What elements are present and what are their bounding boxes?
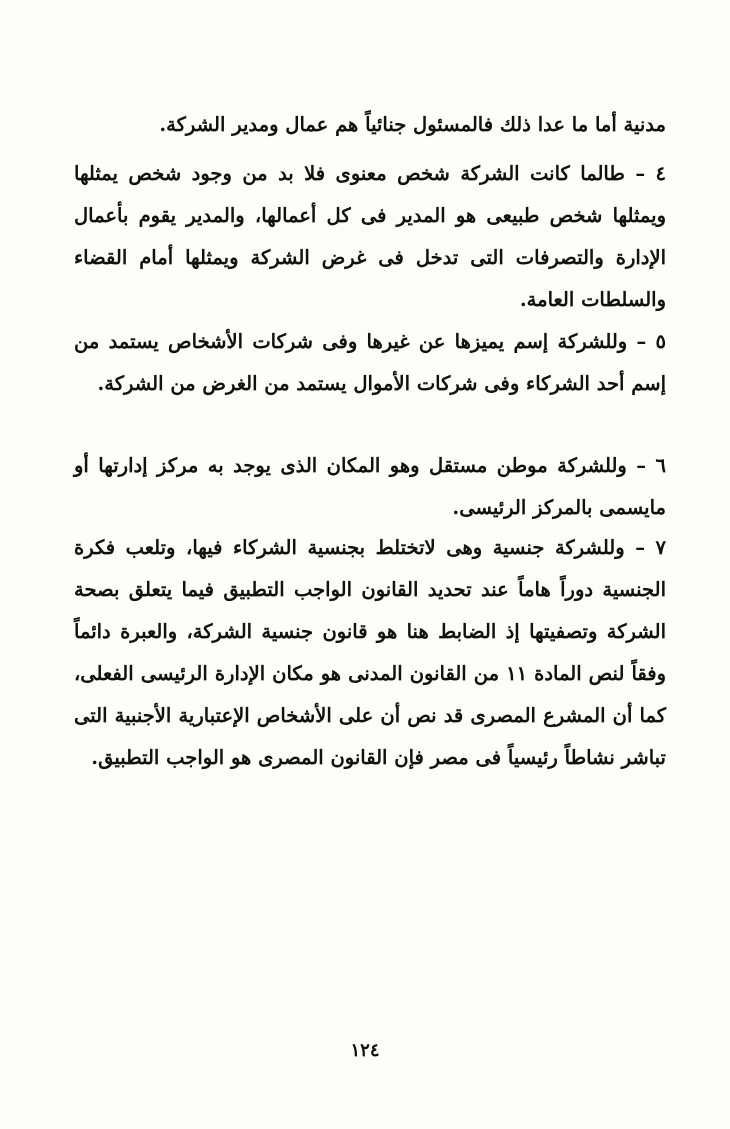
paragraph-text: ٦ – وللشركة موطن مستقل وهو المكان الذى يوجد به مركز إدارتها أو مايسمى بالمركز الرئيسى.	[74, 454, 666, 519]
paragraph-item-6	[74, 445, 666, 529]
paragraph-text: ٧ – وللشركة جنسية وهى لاتختلط بجنسية الشركاء فيها، وتلعب فكرة الجنسية دوراً هاماً عند تحديد القانون الواجب التطبيق فيما يتعلق بصحة الشركة وتصفيتها إذ الضابط هنا هو قانون جنسية الشركة، والعبرة دائماً وفقاً لنص المادة ١١ من القانون المدنى هو مكان الإدارة الرئيسى الفعلى، كما أن المشرع المصرى قد نص أن على الأشخاص الإعتبارية الأجنبية التى تباشر نشاطاً رئيسياً فى مصر فإن القانون المصرى هو الواجب التطبيق.	[74, 536, 666, 769]
paragraph-continuation	[74, 104, 666, 146]
paragraph-text: مدنية أما ما عدا ذلك فالمسئول جنائياً هم عمال ومدير الشركة.	[159, 113, 666, 136]
paragraph-item-7	[74, 527, 666, 779]
paragraph-item-4	[74, 153, 666, 321]
paragraph-text: ٥ – وللشركة إسم يميزها عن غيرها وفى شركات الأشخاص يستمد من إسم أحد الشركاء وفى شركات الأموال يستمد من الغرض من الشركة.	[74, 330, 666, 395]
paragraph-text: ٤ – طالما كانت الشركة شخص معنوى فلا بد من وجود شخص يمثلها ويمثلها شخص طبيعى هو المدير فى كل أعمالها، والمدير يقوم بأعمال الإدارة والتصرفات التى تدخل فى غرض الشركة ويمثلها أمام القضاء والسلطات العامة.	[74, 162, 666, 311]
paragraph-item-5	[74, 321, 666, 405]
page-number: ١٢٤	[350, 1040, 380, 1061]
